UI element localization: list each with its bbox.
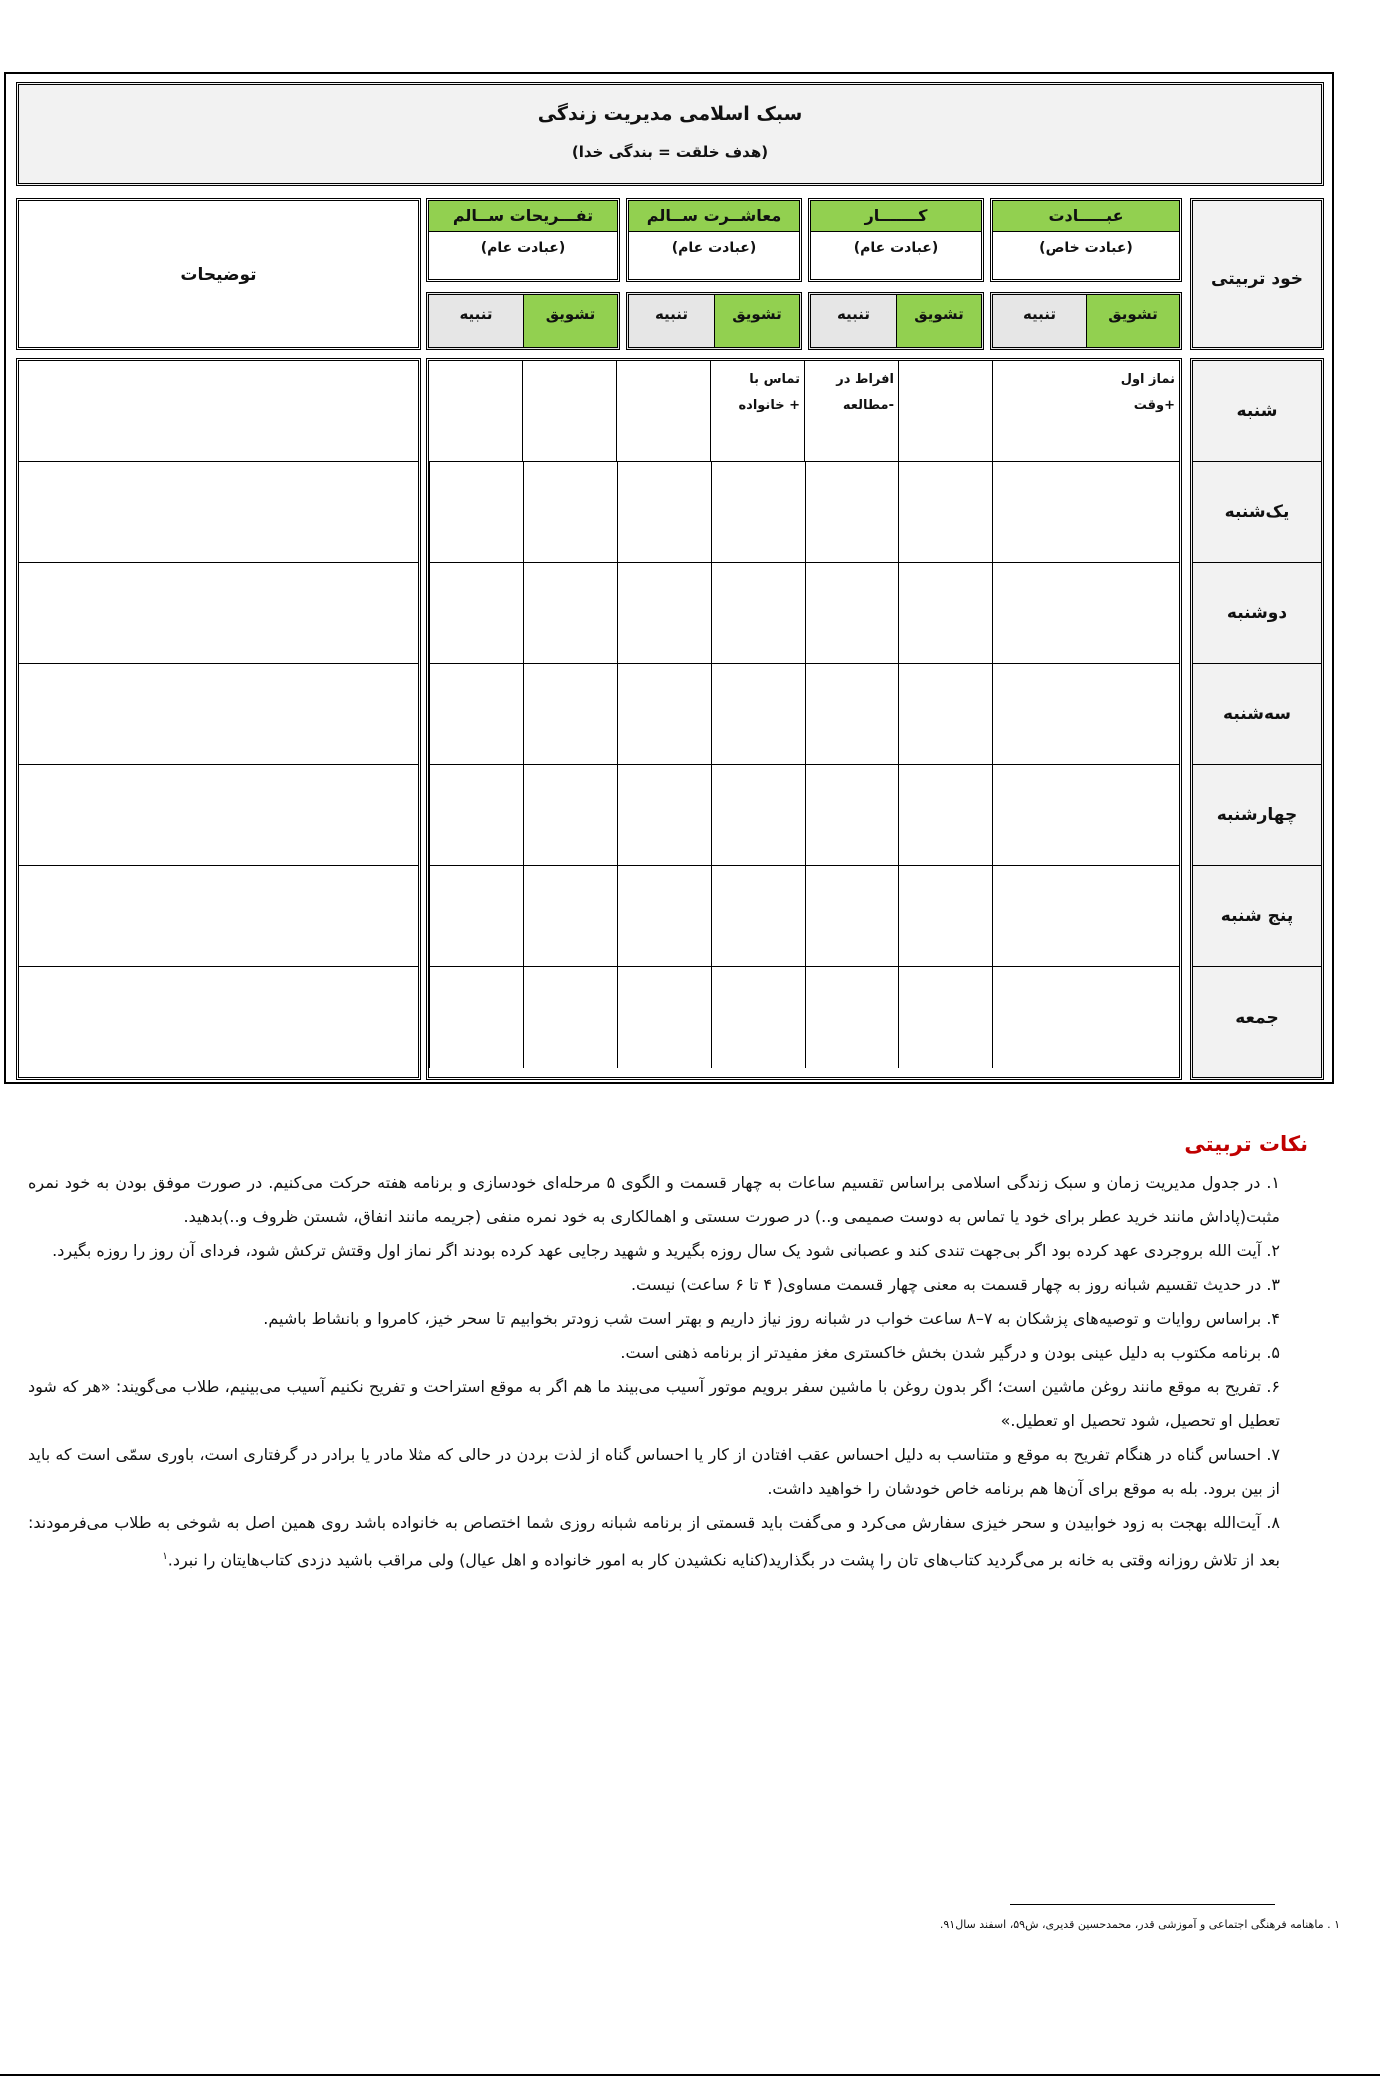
grid-cell[interactable] [992, 563, 1086, 663]
grid-cell[interactable] [805, 967, 899, 1068]
grid-cell[interactable] [898, 866, 992, 966]
day-label: شنبه [1193, 361, 1321, 462]
educational-notes [28, 1132, 1308, 1577]
category-worship [990, 198, 1182, 282]
grid-cell[interactable] [1086, 765, 1179, 865]
grid-cell[interactable] [1086, 462, 1179, 562]
grid-cell[interactable] [898, 462, 992, 562]
row-friday [429, 967, 1179, 1068]
grid-cell[interactable] [898, 967, 992, 1068]
table-title-box [16, 82, 1324, 186]
social-punish-cell[interactable] [616, 361, 710, 461]
category-title: کـــــــار [811, 201, 981, 232]
grid-cell[interactable] [617, 664, 711, 764]
category-title: عبـــــادت [993, 201, 1179, 232]
day-label: پنج شنبه [1193, 866, 1321, 967]
note-item-text: ۸. آیت‌الله بهجت به زود خوابیدن و سحر خیزی سفارش می‌کرد و می‌گفت باید قسمتی از برنامه شبانه روزی شما اختصاص به خانواده باشد روی همین اصل به شوخی به طلاب می‌فرمودند: بعد از تلاش روزانه وقتی به خانه بر می‌گردید کتاب‌های تان را پشت در بگذارید(کنایه نکشیدن کار به امور خانواده و اهل عیال) ولی مراقب باشید دزدی کتاب‌هایتان را نبرد. [28, 1513, 1280, 1570]
reward-label: تشویق [714, 295, 799, 347]
recreation-punish-cell[interactable] [429, 361, 522, 461]
grid-cell[interactable] [805, 765, 899, 865]
description-cell[interactable] [19, 866, 418, 967]
grid-cell[interactable] [1086, 866, 1179, 966]
row-saturday [429, 361, 1179, 462]
grid-cell[interactable] [805, 664, 899, 764]
table-title: سبک اسلامی مدیریت زندگی [537, 103, 803, 125]
day-label: چهارشنبه [1193, 765, 1321, 866]
grid-cell[interactable] [429, 462, 523, 562]
grid-cell[interactable] [992, 967, 1086, 1068]
planner-grid [426, 358, 1182, 1080]
day-label: دوشنبه [1193, 563, 1321, 664]
note-item: ۲. آیت الله بروجردی عهد کرده بود اگر بی‌جهت تندی کند و عصبانی شود یک سال روزه بگیرید و شهید رجایی عهد کرده بودند اگر نماز اول وقتش ترکش شود، فردای آن روز را روزه بگیرد. [52, 1241, 1280, 1260]
grid-cell[interactable] [1086, 967, 1179, 1068]
note-item: ۷. احساس گناه در هنگام تفریح به موقع و متناسب به دلیل احساس عقب افتادن از کار یا احساس گناه از لذت بردن در حالی که مثلا مادر یا برادر در گرفتاری است، باوری سمّی است که باید از بین برود. بله به موقع برای آن‌ها هم برنامه خاص خودشان را خواهید داشت. [28, 1445, 1280, 1498]
grid-cell[interactable] [805, 462, 899, 562]
weekly-planner-table [4, 72, 1334, 1084]
description-header-cell [16, 198, 421, 350]
grid-cell[interactable] [711, 664, 805, 764]
punish-label: تنبیه [811, 295, 896, 347]
category-recreation [426, 198, 620, 282]
grid-cell[interactable] [429, 765, 523, 865]
note-item: ۴. براساس روایات و توصیه‌های پزشکان به ۷–۸ ساعت خواب در شبانه روز نیاز داریم و بهتر است شب زودتر بخوابیم تا سحر خیز، کامروا و بانشاط باشیم. [263, 1309, 1280, 1328]
note-item: ۱. در جدول مدیریت زمان و سبک زندگی اسلامی براساس تقسیم ساعات به چهار قسمت و الگوی ۵ مرحله‌ای خودسازی و برنامه هفته حرکت می‌کنیم. در صورت موفق بودن به خود نمره مثبت(پاداش مانند خرید عطر برای خود یا تماس به دوست صمیمی و..) در صورت سستی و اهمالکاری به خود نمره منفی (جریمه مانند انفاق، شستن ظروف و..)بدهید. [28, 1173, 1281, 1226]
grid-cell[interactable] [429, 866, 523, 966]
grid-cell[interactable] [805, 563, 899, 663]
work-reward-cell[interactable] [898, 361, 992, 461]
day-label: سه‌شنبه [1193, 664, 1321, 765]
grid-cell[interactable] [992, 462, 1086, 562]
grid-cell[interactable] [1086, 563, 1179, 663]
grid-cell[interactable] [523, 866, 617, 966]
grid-cell[interactable] [523, 967, 617, 1068]
work-punish-cell[interactable]: افراط در مطالعه- [804, 361, 898, 461]
work-subheader [808, 292, 984, 350]
category-subtitle: (عبادت عام) [671, 240, 757, 256]
grid-cell[interactable] [992, 664, 1086, 764]
category-title: تفـــریحات ســالم [429, 201, 617, 232]
footnote-divider [1010, 1904, 1275, 1905]
description-cell[interactable] [19, 967, 418, 1068]
grid-cell[interactable] [617, 866, 711, 966]
description-cell[interactable] [19, 664, 418, 765]
description-cell[interactable] [19, 765, 418, 866]
grid-cell[interactable] [711, 462, 805, 562]
grid-cell[interactable] [523, 765, 617, 865]
description-cell[interactable] [19, 563, 418, 664]
grid-cell[interactable] [617, 967, 711, 1068]
description-cell[interactable] [19, 462, 418, 563]
note-item: ۶. تفریح به موقع مانند روغن ماشین است؛ اگر بدون روغن با ماشین سفر برویم موتور آسیب می‌بیند ما هم اگر به موقع استراحت و تفریح نکنیم آسیب می‌بینیم، طلاب می‌گویند: «هر که شود تعطیل او تحصیل، شود تحصیل او تعطیل.» [28, 1377, 1280, 1430]
description-header: توضیحات [180, 265, 257, 285]
grid-cell[interactable] [898, 563, 992, 663]
note-item: ۳. در حدیث تقسیم شبانه روز به چهار قسمت به معنی چهار قسمت مساوی( ۴ تا ۶ ساعت) نیست. [630, 1275, 1280, 1294]
reward-label: تشویق [523, 295, 617, 347]
footnote: ۱ . ماهنامه فرهنگی اجتماعی و آموزشی قدر، محمدحسین قدیری، ش۵۹، اسفند سال۹۱. [939, 1918, 1340, 1931]
grid-cell[interactable] [711, 765, 805, 865]
category-subtitle: (عبادت خاص) [1039, 240, 1133, 256]
grid-cell[interactable] [805, 866, 899, 966]
row-tuesday [429, 664, 1179, 765]
worship-reward-cell[interactable]: نماز اول وقت+ [1120, 372, 1175, 413]
social-subheader [626, 292, 802, 350]
row-monday [429, 563, 1179, 664]
reward-label: تشویق [896, 295, 981, 347]
description-column [16, 358, 421, 1080]
note-item [28, 1506, 1280, 1577]
page-bottom-rule [0, 2074, 1380, 2076]
grid-cell[interactable] [429, 563, 523, 663]
row-thursday [429, 866, 1179, 967]
description-cell[interactable] [19, 361, 418, 462]
grid-cell[interactable] [1086, 664, 1179, 764]
grid-cell[interactable] [523, 664, 617, 764]
day-column [1190, 358, 1324, 1080]
notes-heading: نکات تربیتی [1184, 1132, 1308, 1156]
day-label: جمعه [1235, 1007, 1279, 1028]
grid-cell[interactable] [992, 765, 1086, 865]
category-title: معاشــرت ســالم [629, 201, 799, 232]
day-label: یک‌شنبه [1193, 462, 1321, 563]
punish-label: تنبیه [429, 295, 523, 347]
table-subtitle: (هدف خلقت = بندگی خدا) [571, 143, 769, 161]
worship-subheader [990, 292, 1182, 350]
grid-cell[interactable] [898, 664, 992, 764]
grid-cell[interactable] [898, 765, 992, 865]
punish-label: تنبیه [629, 295, 714, 347]
social-reward-cell[interactable]: تماس با خانواده + [710, 361, 804, 461]
grid-cell[interactable] [523, 563, 617, 663]
note-item: ۵. برنامه مکتوب به دلیل عینی بودن و درگیر شدن بخش خاکستری مغز مفیدتر از برنامه ذهنی است. [620, 1343, 1280, 1362]
worship-punish-cell[interactable] [992, 361, 1086, 461]
grid-cell[interactable] [617, 462, 711, 562]
punish-label: تنبیه [993, 295, 1086, 347]
grid-cell[interactable] [617, 563, 711, 663]
reward-label: تشویق [1086, 295, 1179, 347]
grid-cell[interactable] [429, 664, 523, 764]
grid-cell[interactable] [617, 765, 711, 865]
self-training-header-cell [1190, 198, 1324, 350]
recreation-subheader [426, 292, 620, 350]
category-subtitle: (عبادت عام) [853, 240, 939, 256]
grid-cell[interactable] [523, 462, 617, 562]
row-sunday [429, 462, 1179, 563]
self-training-header: خود تربیتی [1211, 269, 1303, 289]
category-subtitle: (عبادت عام) [480, 240, 566, 256]
grid-cell[interactable] [429, 967, 523, 1068]
grid-cell[interactable] [711, 563, 805, 663]
recreation-reward-cell[interactable] [522, 361, 616, 461]
grid-cell[interactable] [711, 866, 805, 966]
category-work [808, 198, 984, 282]
category-social [626, 198, 802, 282]
grid-cell[interactable] [992, 866, 1086, 966]
row-wednesday [429, 765, 1179, 866]
grid-cell[interactable] [711, 967, 805, 1068]
footnote-mark: ۱ [162, 1551, 168, 1562]
